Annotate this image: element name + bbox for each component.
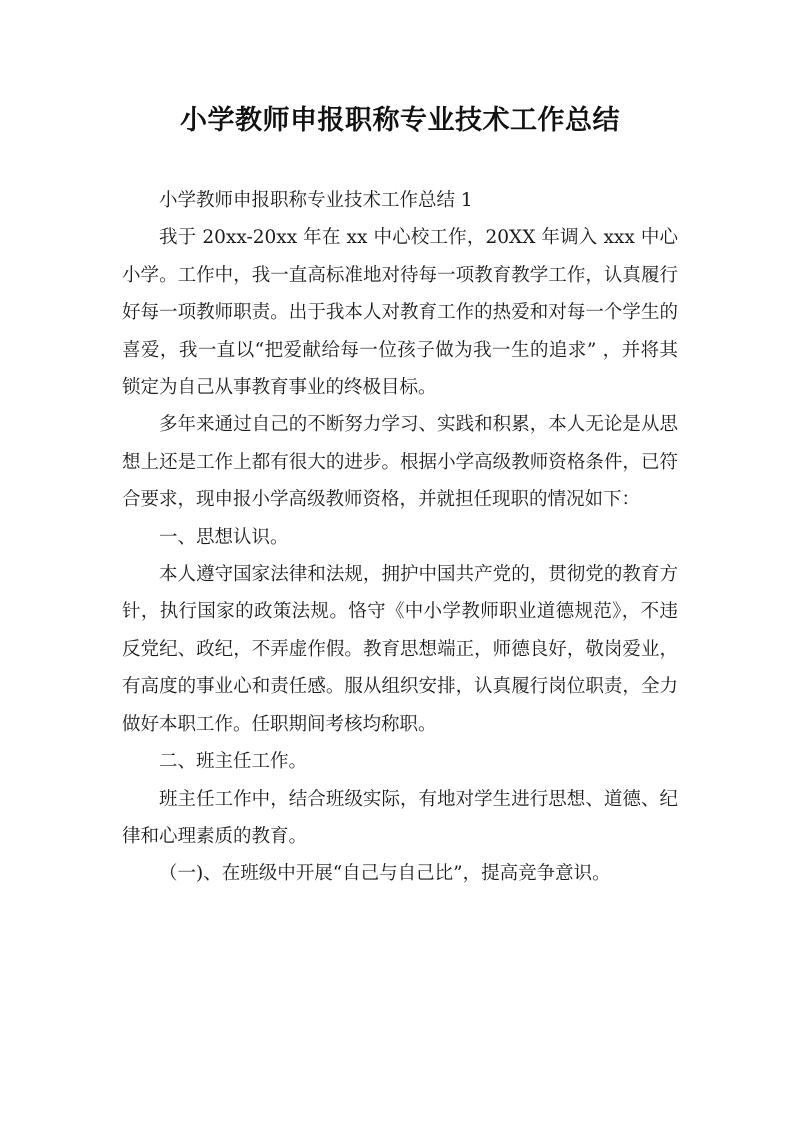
body-paragraph: 多年来通过自己的不断努力学习、实践和积累，本人无论是从思想上还是工作上都有很大的进步。根据小学高级教师资格条件，已符合要求，现申报小学高级教师资格，并就担任现职的情况如下： — [122, 414, 678, 511]
section-heading: 一、思想认识。 — [159, 526, 289, 548]
body-paragraph: 本人遵守国家法律和法规，拥护中国共产党的，贯彻党的教育方针，执行国家的政策法规。恪守《中小学教师职业道德规范》，不违反党纪、政纪，不弄虚作假。教育思想端正，师德良好，敬岗爱业，有高度的事业心和责任感。服从组织安排，认真履行岗位职责，全力做好本职工作。任职期间考核均称职。 — [122, 564, 678, 735]
body-paragraph: 我于 20xx-20xx 年在 xx 中心校工作，20XX 年调入 xxx 中心小学。工作中，我一直高标准地对待每一项教育教学工作，认真履行好每一项教师职责。出于我本人对教育工作的热爱和对每一个学生的喜爱，我一直以“把爱献给每一位孩子做为我一生的追求” ，并将其锁定为自己从事教育事业的终极目标。 — [122, 227, 678, 399]
section-heading: 二、班主任工作。 — [159, 751, 308, 773]
document-title: 小学教师申报职称专业技术工作总结 — [180, 105, 620, 136]
document-body — [122, 182, 678, 893]
sub-heading: （一)、在班级中开展“自己与自己比”，提高竞争意识。 — [159, 863, 611, 885]
body-paragraph: 班主任工作中，结合班级实际，有地对学生进行思想、道德、纪律和心理素质的教育。 — [122, 788, 678, 847]
section-heading: 小学教师申报职称专业技术工作总结 1 — [159, 190, 473, 211]
